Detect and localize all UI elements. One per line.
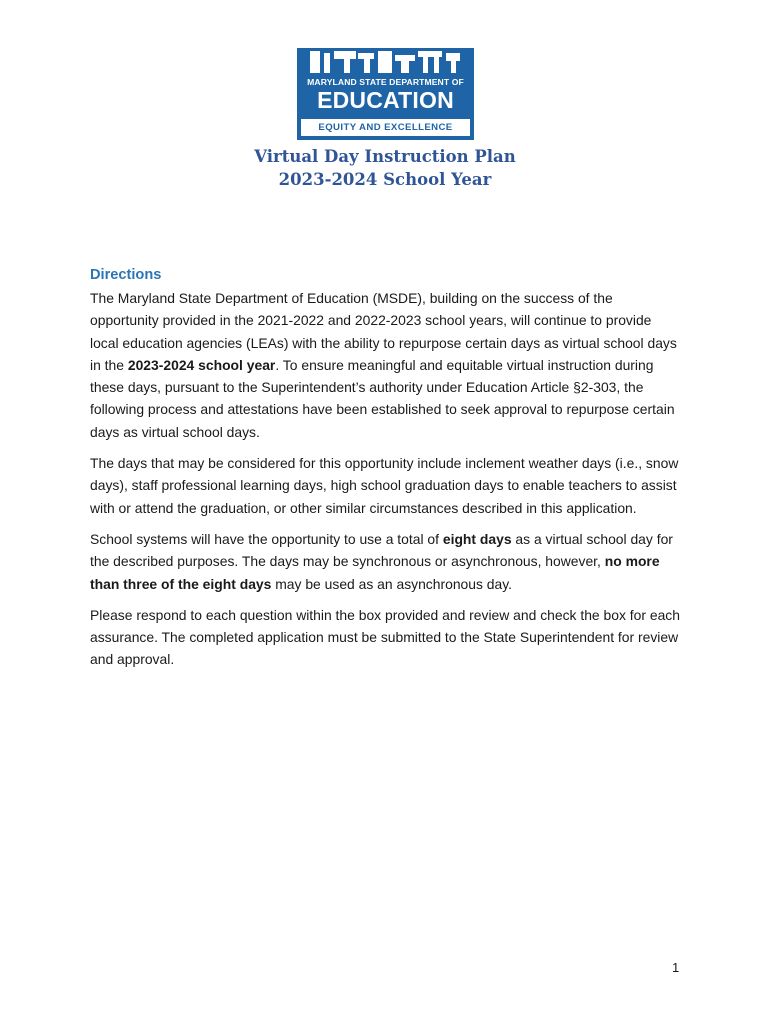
paragraph-limits-text-3: may be used as an asynchronous day.	[271, 575, 513, 592]
paragraph-limits-text-1: School systems will have the opportunity to use a total of	[90, 530, 443, 547]
paragraph-intro-bold: 2023-2024 school year	[127, 356, 276, 373]
logo-education-text: EDUCATION	[317, 87, 454, 113]
paragraph-submission: Please respond to each question within the box provided and review and check the box for each assurance. The completed application must be submitted to the State Superintendent for review and approval.	[90, 606, 680, 668]
paragraph-intro	[90, 287, 680, 443]
logo-department-text: MARYLAND STATE DEPARTMENT OF	[307, 77, 464, 87]
paragraph-day-limits	[90, 528, 680, 595]
title-line-1: Virtual Day Instruction Plan	[254, 147, 516, 166]
skyline-graphic	[298, 49, 475, 77]
msde-logo	[297, 48, 474, 140]
logo-tagline: EQUITY AND EXCELLENCE	[301, 119, 470, 136]
paragraph-intro-text-1: The Maryland State Department of Education (MSDE), building on the success of the opportunity provided in the 2021-2022 and 2022-2023 school years, will continue to provide local education agencies (LEAs) with the ability to repurpose certain days as virtual school days in the	[90, 290, 677, 373]
document-title	[0, 145, 770, 191]
paragraph-limits-text-2: as a virtual school day for the described purposes. The days may be synchronous or asynchronous, however,	[90, 530, 673, 570]
title-line-2: 2023-2024 School Year	[278, 170, 492, 189]
paragraph-eligible-days: The days that may be considered for this opportunity include inclement weather days (i.e., snow days), staff professional learning days, high school graduation days to enable teachers to assist with or attend the graduation, or other similar circumstances described in this application.	[90, 455, 679, 516]
paragraph-limits-bold-1: eight days	[442, 530, 512, 547]
paragraph-intro-text-2: . To ensure meaningful and equitable virtual instruction during these days, pursuant to the Superintendent’s authority under Education Article §2-303, the following process and attestations have been established to seek approval to repurpose certain days as virtual school days.	[90, 356, 675, 440]
page-number: 1	[672, 960, 680, 975]
directions-section	[90, 265, 680, 680]
paragraph-limits-bold-2: no more than three of the eight days	[90, 553, 660, 592]
directions-heading: Directions	[90, 267, 162, 283]
